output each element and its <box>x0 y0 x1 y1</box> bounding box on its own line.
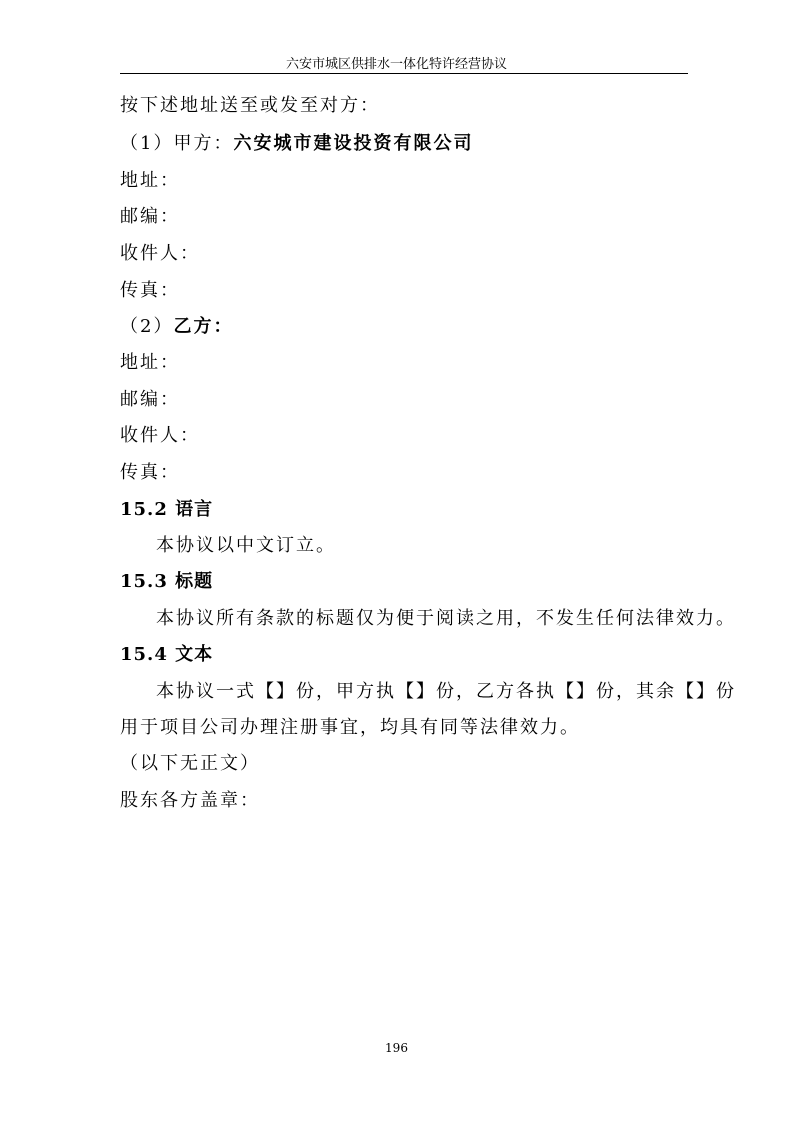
intro-text: 按下述地址送至或发至对方： <box>120 95 380 116</box>
party-b-postcode: 邮编： <box>120 389 180 410</box>
party-a-fax: 传真： <box>120 280 180 301</box>
signature-label: 股东各方盖章： <box>120 790 260 811</box>
page-number: 196 <box>385 1041 408 1055</box>
party-b-fax: 传真： <box>120 462 180 483</box>
party-a-address: 地址： <box>120 170 180 191</box>
section-15-4-heading: 15.4 文本 <box>120 644 214 665</box>
party-b-prefix: （2） <box>120 316 174 337</box>
party-a-postcode: 邮编： <box>120 206 180 227</box>
section-15-2-text: 本协议以中文订立。 <box>156 535 336 556</box>
party-b-line <box>120 315 233 339</box>
section-15-3-heading: 15.3 标题 <box>120 571 214 592</box>
party-b-recipient: 收件人： <box>120 425 200 446</box>
party-a-prefix: （1）甲方： <box>120 133 234 154</box>
section-15-4-text-line2: 用于项目公司办理注册事宜，均具有同等法律效力。 <box>120 717 580 738</box>
section-15-2-heading: 15.2 语言 <box>120 499 214 520</box>
party-a-recipient: 收件人： <box>120 243 200 264</box>
party-a-line <box>120 132 473 156</box>
header-divider <box>120 73 688 74</box>
party-b-label: 乙方： <box>173 316 234 337</box>
party-a-name: 六安城市建设投资有限公司 <box>233 133 474 154</box>
header-title: 六安市城区供排水一体化特许经营协议 <box>285 57 507 72</box>
end-note: （以下无正文） <box>120 753 260 774</box>
section-15-3-text: 本协议所有条款的标题仅为便于阅读之用，不发生任何法律效力。 <box>156 608 736 629</box>
section-15-4-text-line1: 本协议一式【】份，甲方执【】份，乙方各执【】份，其余【】份 <box>156 681 736 702</box>
party-b-address: 地址： <box>120 352 180 373</box>
